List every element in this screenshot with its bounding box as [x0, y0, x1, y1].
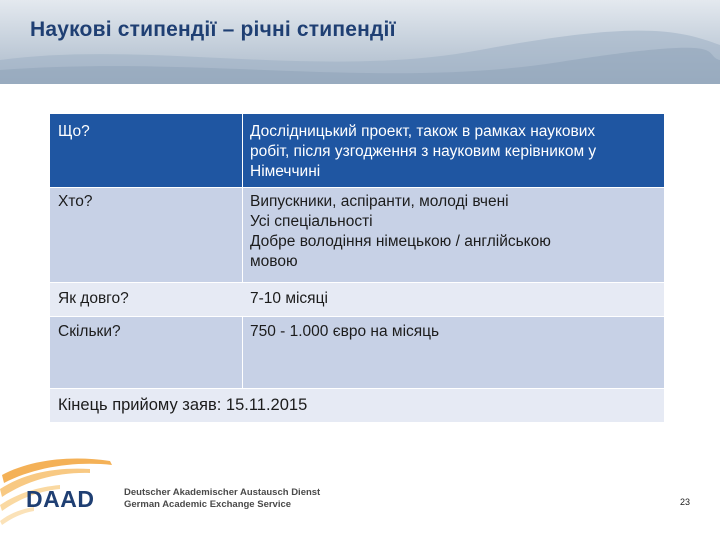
- table-row: [50, 388, 664, 422]
- organization-name: [124, 487, 320, 511]
- organization-name-en: German Academic Exchange Service: [124, 499, 292, 510]
- table-cell-value: [242, 188, 664, 282]
- deadline-label: Кінець прийому заяв:: [58, 396, 222, 414]
- column-separator: [242, 114, 243, 187]
- table-cell-label: Хто?: [58, 193, 93, 210]
- column-separator: [242, 188, 243, 282]
- organization-name-de: Deutscher Akademischer Austausch Dienst: [124, 487, 321, 498]
- cell-line: Дослідницький проект, також в рамках наукових: [250, 123, 596, 140]
- table-cell-label: Скільки?: [58, 323, 121, 340]
- slide-header: [0, 0, 720, 84]
- table-cell-value: 750 - 1.000 євро на місяць: [250, 323, 440, 340]
- page-number: 23: [680, 497, 691, 507]
- table-row: [50, 187, 664, 282]
- table-row: [50, 282, 664, 316]
- table-cell-value: [242, 114, 664, 187]
- table-row: [50, 316, 664, 388]
- cell-line: мовою: [250, 253, 298, 270]
- daad-logo: DAAD: [26, 486, 95, 512]
- cell-line: робіт, після узгодження з науковим керівником у: [250, 143, 597, 160]
- cell-line: Добре володіння німецькою / англійською: [250, 233, 551, 250]
- cell-line: Усі спеціальності: [250, 213, 373, 230]
- cell-line: Німеччині: [250, 163, 321, 180]
- table-cell-label: Як довго?: [58, 290, 129, 307]
- deadline-value: 15.11.2015: [225, 396, 308, 414]
- column-separator: [242, 317, 243, 388]
- info-table: [50, 114, 664, 422]
- header-wave-decoration: [0, 0, 720, 84]
- table-cell-deadline: [50, 389, 664, 422]
- cell-line: Випускники, аспіранти, молоді вчені: [250, 193, 509, 210]
- table-cell-value: 7-10 місяці: [250, 290, 328, 307]
- page-title: Наукові стипендії – річні стипендії: [30, 18, 396, 41]
- table-header-row: [50, 114, 664, 187]
- table-cell-label: Що?: [58, 123, 90, 140]
